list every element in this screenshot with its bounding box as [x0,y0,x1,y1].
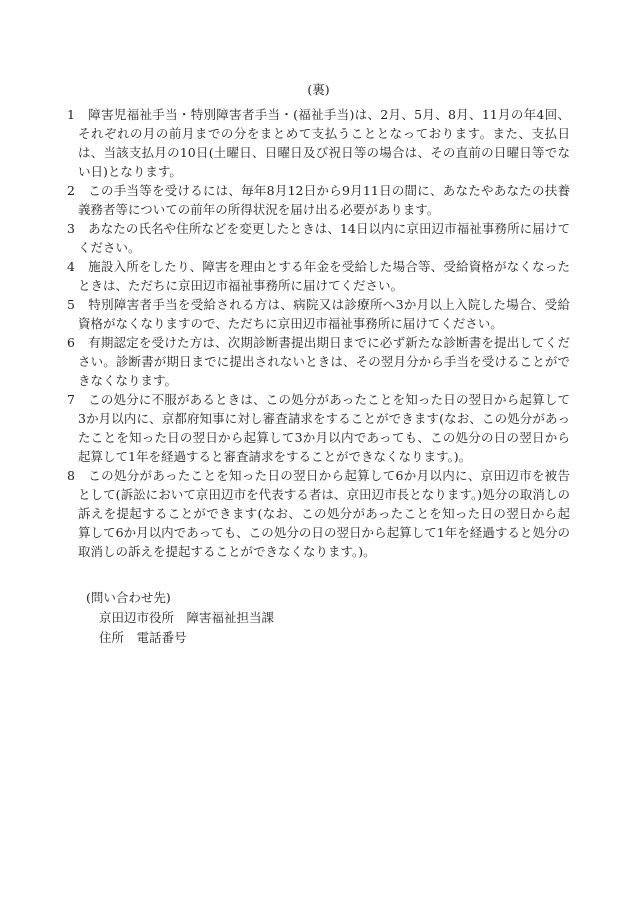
item-number: 4 [67,259,75,274]
item-text: この処分があったことを知った日の翌日から起算して6か月以内に、京田辺市を被告として(訴訟において京田辺市を代表する者は、京田辺市長となります。)処分の取消しの訴えを提起することができます(なお、この処分があったことを知った日の翌日から起算して6か月以内であっても、この処分の日の翌日から起算して1年を経過すると処分の取消しの訴えを提起することができなくなります。)。 [78,468,570,559]
item-number: 7 [67,392,75,407]
contact-office-line: 京田辺市役所 障害福祉担当課 [99,610,275,625]
item-text: この手当等を受けるには、毎年8月12日から9月11日の間に、あなたやあなたの扶養義務者等についての前年の所得状況を届け出る必要があります。 [78,183,570,217]
item-text: 施設入所をしたり、障害を理由とする年金を受給した場合等、受給資格がなくなったときは、ただちに京田辺市福祉事務所に届けてください。 [78,259,570,293]
list-item [67,333,570,390]
item-text: この処分に不服があるときは、この処分があったことを知った日の翌日から起算して3か月以内に、京都府知事に対し審査請求をすることができます(なお、この処分があったことを知った日の翌日から起算して3か月以内であっても、この処分の日の翌日から起算して1年を経過すると審査請求をすることができなくなります。)。 [78,392,570,464]
item-text: 特別障害者手当を受給される方は、病院又は診療所へ3か月以上入院した場合、受給資格がなくなりますので、ただちに京田辺市福祉事務所に届けてください。 [78,297,570,331]
item-text: あなたの氏名や住所などを変更したときは、14日以内に京田辺市福祉事務所に届けてください。 [78,221,570,255]
contact-heading: (問い合わせ先) [86,590,171,605]
item-number: 5 [67,297,75,312]
item-text: 有期認定を受けた方は、次期診断書提出期日までに必ず新たな診断書を提出してください。診断書が期日までに提出されないときは、その翌月分から手当を受けることができなくなります。 [78,335,570,388]
list-item [67,105,570,181]
contact-block [67,588,570,648]
notice-list [67,105,570,561]
item-number: 2 [67,183,75,198]
item-number: 1 [67,107,75,122]
page-side-label: (裏) [307,82,330,97]
item-number: 8 [67,468,75,483]
list-item [67,257,570,295]
list-item [67,219,570,257]
item-number: 3 [67,221,75,236]
list-item [67,390,570,466]
item-number: 6 [67,335,75,350]
list-item [67,181,570,219]
item-text: 障害児福祉手当・特別障害者手当・(福祉手当)は、2月、5月、8月、11月の年4回、それぞれの月の前月までの分をまとめて支払うこととなっております。また、支払日は、当該支払月の10日(土曜日、日曜日及び祝日等の場合は、その直前の日曜日等でない日)となります。 [78,107,570,179]
list-item [67,295,570,333]
contact-address-line: 住所 電話番号 [99,630,187,645]
list-item [67,466,570,561]
